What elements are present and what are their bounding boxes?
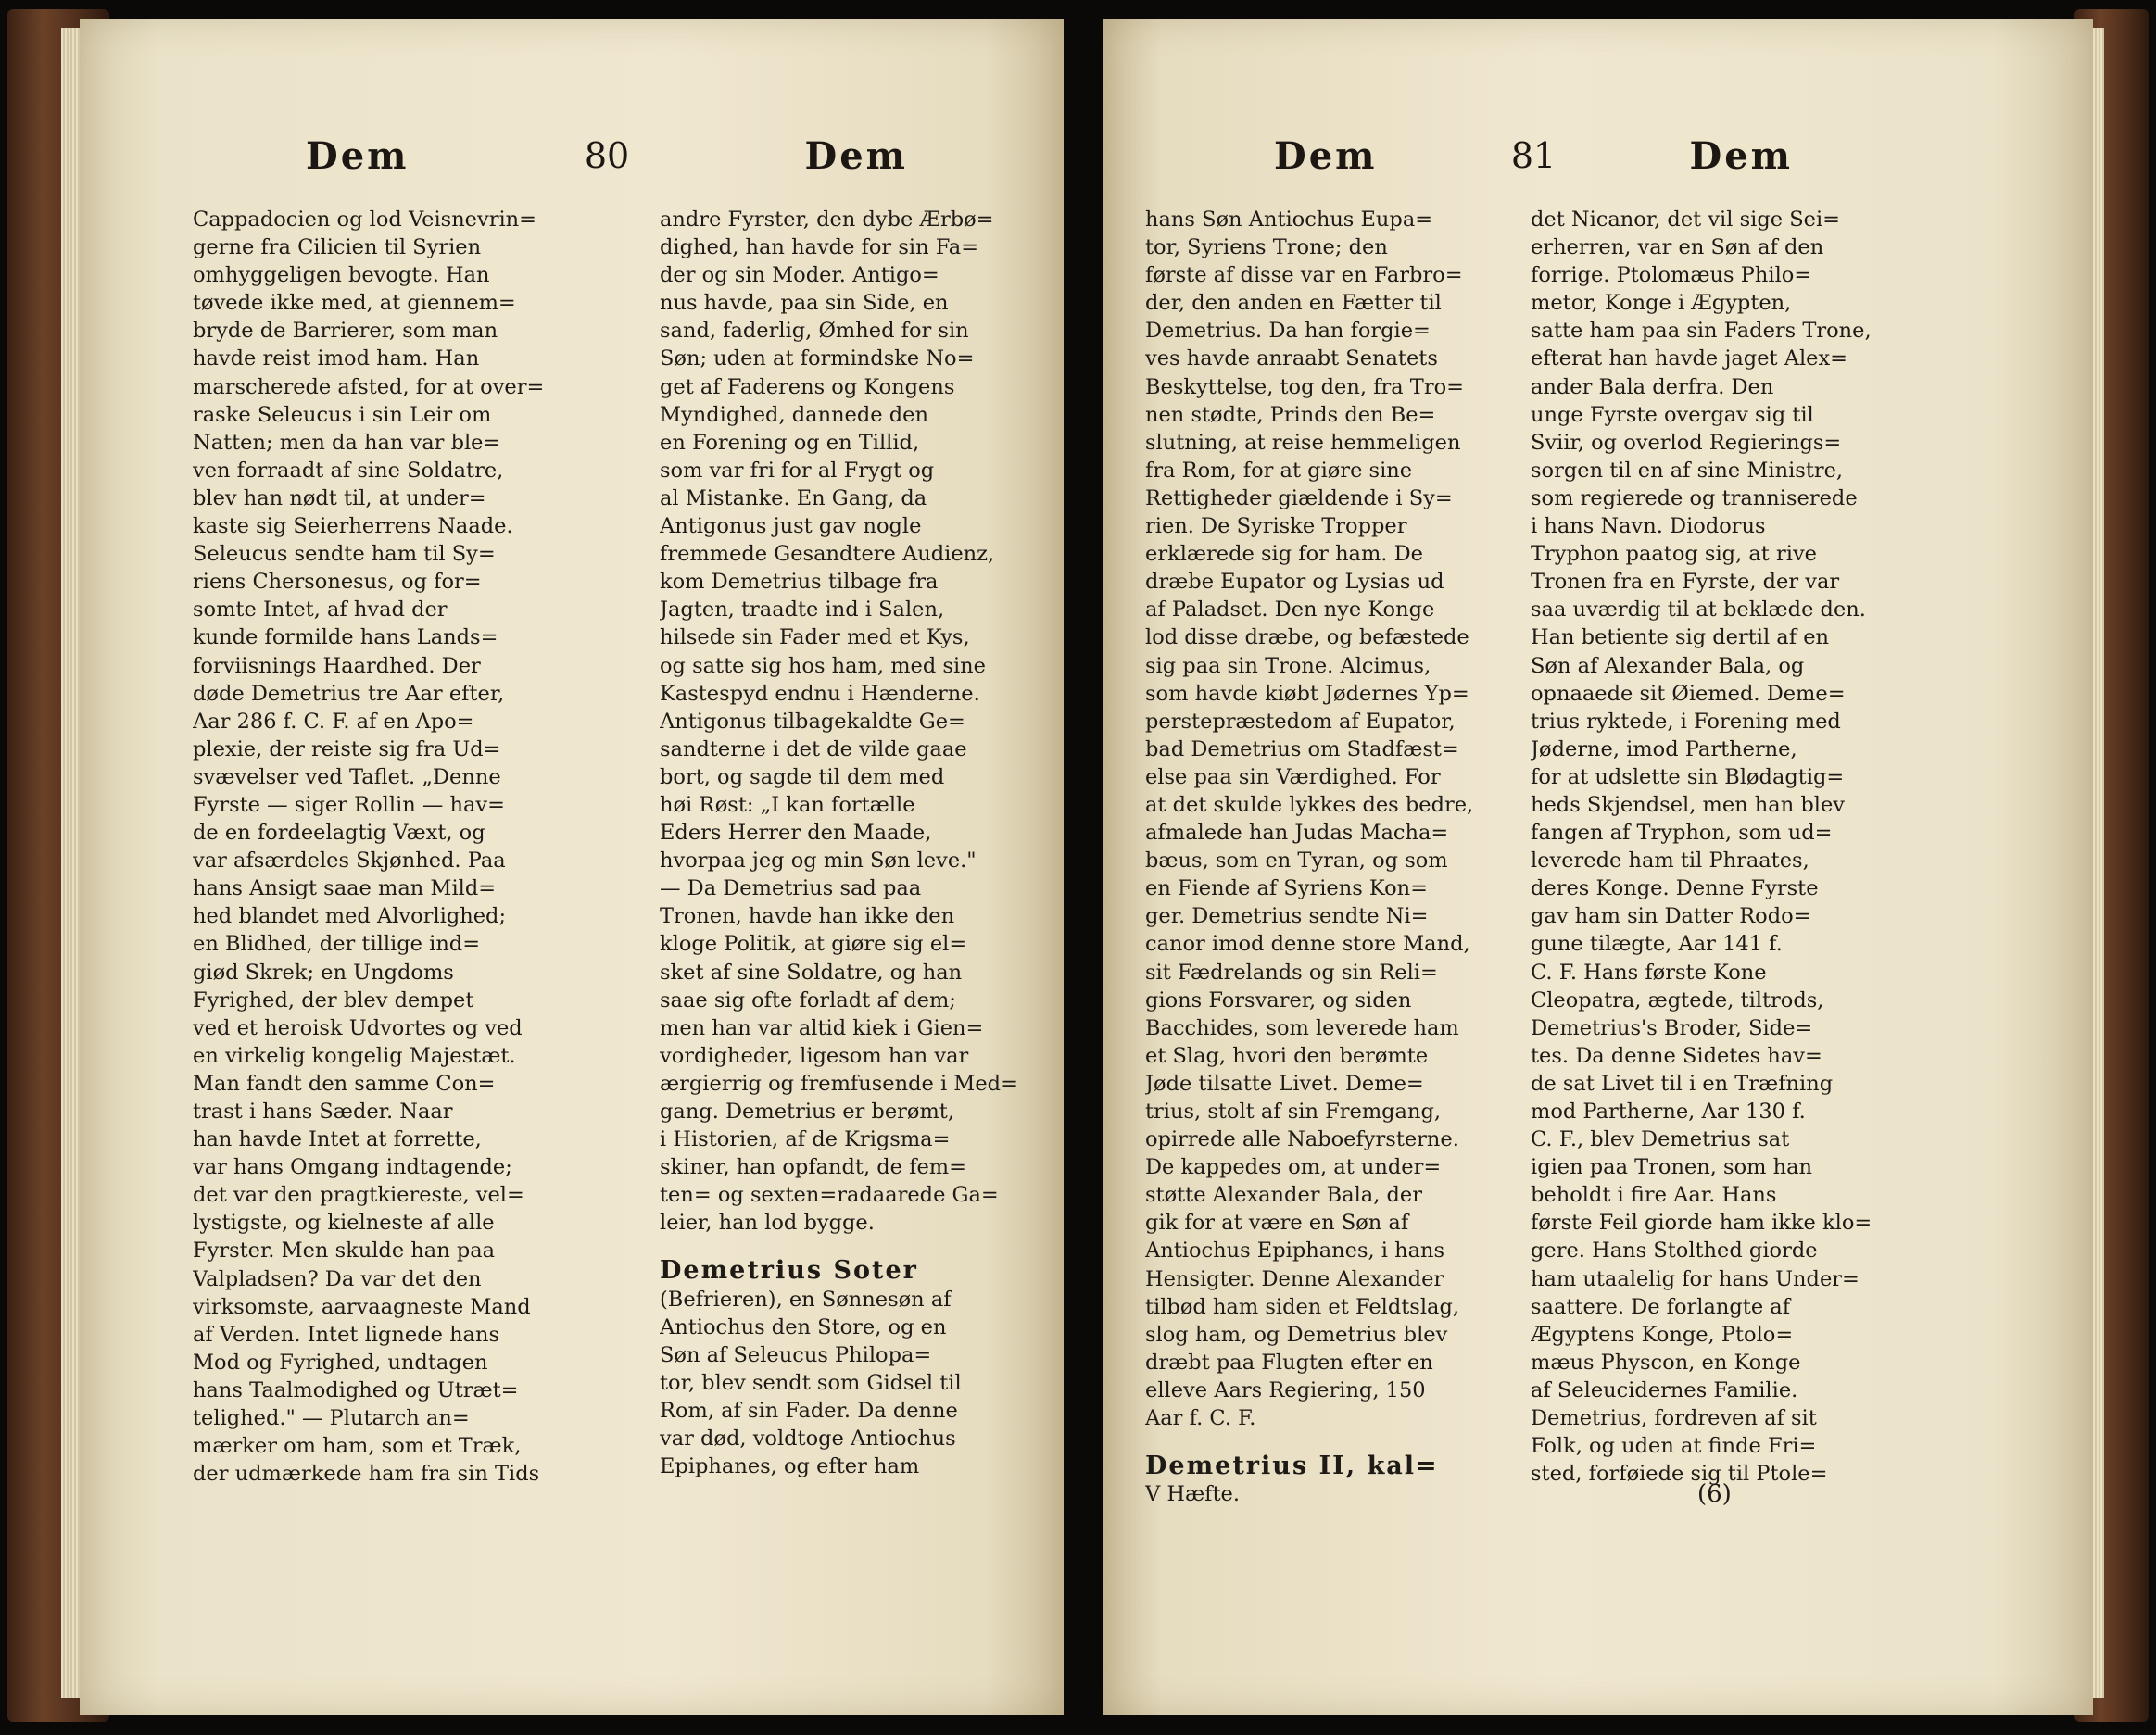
text-line: kunde formilde hans Lands=	[193, 625, 498, 650]
text-line: Beskyttelse, tog den, fra Tro=	[1145, 374, 1464, 399]
text-line: slutning, at reise hemmeligen	[1145, 430, 1461, 455]
text-line: forrige. Ptolomæus Philo=	[1531, 263, 1812, 288]
text-line: ves havde anraabt Senatets	[1145, 346, 1438, 371]
text-line: ander Bala derfra. Den	[1531, 374, 1774, 399]
text-line: else paa sin Værdighed. For	[1145, 764, 1441, 789]
text-line: sand, faderlig, Ømhed for sin	[660, 319, 969, 344]
text-line: Valpladsen? Da var det den	[193, 1266, 482, 1291]
text-line: Aar f. C. F.	[1145, 1406, 1256, 1431]
text-line: ved et heroisk Udvortes og ved	[193, 1015, 523, 1040]
text-line: sket af sine Soldatre, og han	[660, 960, 963, 985]
right-page-column-1	[1145, 206, 1507, 1508]
text-line: saattere. De forlangte af	[1531, 1294, 1791, 1319]
text-line: en Fiende af Syriens Kon=	[1145, 876, 1429, 901]
text-line: de en fordeelagtig Væxt, og	[193, 821, 485, 846]
text-line: hans Søn Antiochus Eupa=	[1145, 207, 1433, 232]
text-line: Antiochus Epiphanes, i hans	[1145, 1238, 1445, 1264]
text-line: sig paa sin Trone. Alcimus,	[1145, 653, 1431, 678]
text-line: marscherede afsted, for at over=	[193, 374, 545, 399]
text-line: bad Demetrius om Stadfæst=	[1145, 736, 1459, 761]
text-line: som havde kiøbt Jødernes Yp=	[1145, 681, 1469, 706]
text-line: Han betiente sig dertil af en	[1531, 625, 1830, 650]
text-line: satte ham paa sin Faders Trone,	[1531, 319, 1872, 344]
text-line: erherren, var en Søn af den	[1531, 235, 1824, 260]
text-line: nus havde, paa sin Side, en	[660, 291, 949, 316]
text-line: canor imod denne store Mand,	[1145, 932, 1470, 957]
text-line: dræbt paa Flugten efter en	[1145, 1350, 1433, 1375]
text-line: og satte sig hos ham, med sine	[660, 653, 986, 678]
text-line: det Nicanor, det vil sige Sei=	[1531, 207, 1840, 232]
text-line: erklærede sig for ham. De	[1145, 542, 1423, 567]
text-line: raske Seleucus i sin Leir om	[193, 402, 492, 427]
text-line: blev han nødt til, at under=	[193, 485, 486, 510]
text-line: kloge Politik, at giøre sig el=	[660, 932, 967, 957]
text-line: at det skulde lykkes des bedre,	[1145, 792, 1474, 817]
text-line: i Historien, af de Krigsma=	[660, 1127, 951, 1152]
text-line: Folk, og uden at finde Fri=	[1531, 1434, 1817, 1459]
text-line: lystigste, og kielneste af alle	[193, 1211, 495, 1236]
text-line: Eders Herrer den Maade,	[660, 821, 932, 846]
text-line: svævelser ved Taflet. „Denne	[193, 764, 501, 789]
headword-right: Dem	[1689, 133, 1793, 178]
text-line: C. F. Hans første Kone	[1531, 960, 1767, 985]
text-line: gik for at være en Søn af	[1145, 1211, 1409, 1236]
text-line: tor, blev sendt som Gidsel til	[660, 1370, 962, 1395]
text-line: lod disse dræbe, og befæstede	[1145, 625, 1469, 650]
text-line: — Da Demetrius sad paa	[660, 876, 922, 901]
text-line: Mod og Fyrighed, undtagen	[193, 1350, 488, 1375]
text-line: som var fri for al Frygt og	[660, 458, 935, 483]
text-line: trius, stolt af sin Fremgang,	[1145, 1100, 1442, 1124]
text-line: gerne fra Cilicien til Syrien	[193, 235, 482, 260]
text-line: ven forraadt af sine Soldatre,	[193, 458, 504, 483]
text-line: Jøde tilsatte Livet. Deme=	[1145, 1071, 1424, 1096]
text-line: Rom, af sin Fader. Da denne	[660, 1398, 958, 1423]
text-line: forviisnings Haardhed. Der	[193, 653, 481, 678]
text-line: Ægyptens Konge, Ptolo=	[1531, 1322, 1794, 1347]
text-line: mærker om ham, som et Træk,	[193, 1434, 522, 1459]
text-line: trius ryktede, i Forening med	[1531, 709, 1841, 734]
text-line: Cleopatra, ægtede, tiltrods,	[1531, 987, 1824, 1012]
text-line: første af disse var en Farbro=	[1145, 263, 1463, 288]
text-line: tor, Syriens Trone; den	[1145, 235, 1388, 260]
text-line: metor, Konge i Ægypten,	[1531, 291, 1792, 316]
text-line: De kappedes om, at under=	[1145, 1155, 1442, 1180]
text-line: der og sin Moder. Antigo=	[660, 263, 939, 288]
text-line: Antigonus tilbagekaldte Ge=	[660, 709, 965, 734]
text-line: Demetrius Soter	[660, 1257, 918, 1286]
text-line: var hans Omgang indtagende;	[193, 1155, 512, 1180]
text-line: tes. Da denne Sidetes hav=	[1531, 1043, 1822, 1068]
text-line	[1145, 1432, 1507, 1452]
text-line: Hensigter. Denne Alexander	[1145, 1266, 1444, 1291]
text-line: sted, forføiede sig til Ptole=	[1531, 1462, 1828, 1487]
headword-right: Dem	[804, 133, 908, 178]
text-line: var død, voldtoge Antiochus	[660, 1427, 956, 1452]
text-line: hilsede sin Fader med et Kys,	[660, 625, 970, 650]
text-line: opnaaede sit Øiemed. Deme=	[1531, 681, 1846, 706]
text-line: slog ham, og Demetrius blev	[1145, 1322, 1448, 1347]
text-line: V Hæfte.	[1145, 1482, 1241, 1507]
text-line: Tronen, havde han ikke den	[660, 904, 955, 929]
text-line: Jøderne, imod Partherne,	[1531, 736, 1797, 761]
text-line: hans Taalmodighed og Utræt=	[193, 1377, 519, 1402]
text-line: hed blandet med Alvorlighed;	[193, 904, 507, 929]
text-line: Tryphon paatog sig, at rive	[1531, 542, 1817, 567]
signature-mark: (6)	[1697, 1480, 1732, 1508]
text-line: giød Skrek; en Ungdoms	[193, 960, 454, 985]
text-line: perstepræstedom af Eupator,	[1145, 709, 1456, 734]
text-line: sit Fædrelands og sin Reli=	[1145, 960, 1438, 985]
text-line: gions Forsvarer, og siden	[1145, 987, 1412, 1012]
text-line: sorgen til en af sine Ministre,	[1531, 458, 1844, 483]
text-line: Demetrius II, kal=	[1145, 1452, 1439, 1481]
text-line: første Feil giorde ham ikke klo=	[1531, 1211, 1872, 1236]
text-line: hans Ansigt saae man Mild=	[193, 876, 497, 901]
text-line: mod Partherne, Aar 130 f.	[1531, 1100, 1806, 1124]
text-line: heds Skjendsel, men han blev	[1531, 792, 1845, 817]
text-line: tøvede ikke med, at giennem=	[193, 291, 516, 316]
text-line: men han var altid kiek i Gien=	[660, 1015, 984, 1040]
text-line: Aar 286 f. C. F. af en Apo=	[193, 709, 474, 734]
text-line: beholdt i fire Aar. Hans	[1531, 1183, 1777, 1208]
text-line: skiner, han opfandt, de fem=	[660, 1155, 966, 1180]
text-line: Søn af Seleucus Philopa=	[660, 1342, 932, 1367]
text-line: Cappadocien og lod Veisnevrin=	[193, 207, 537, 232]
text-line: Kastespyd endnu i Hænderne.	[660, 681, 980, 706]
text-line: en Blidhed, der tillige ind=	[193, 932, 481, 957]
text-line: en virkelig kongelig Majestæt.	[193, 1043, 516, 1068]
text-line: kom Demetrius tilbage fra	[660, 570, 939, 595]
text-line: Søn; uden at formindske No=	[660, 346, 975, 371]
page-number: 80	[584, 135, 630, 176]
text-line: høi Røst: „I kan fortælle	[660, 792, 915, 817]
text-line: en Forening og en Tillid,	[660, 430, 920, 455]
text-line: leier, han lod bygge.	[660, 1211, 875, 1236]
text-line: rien. De Syriske Tropper	[1145, 514, 1407, 539]
text-line: Seleucus sendte ham til Sy=	[193, 542, 496, 567]
text-line: saa uværdig til at beklæde den.	[1531, 597, 1866, 622]
text-line: Bacchides, som leverede ham	[1145, 1015, 1459, 1040]
text-line: C. F., blev Demetrius sat	[1531, 1127, 1790, 1152]
text-line: fra Rom, for at giøre sine	[1145, 458, 1413, 483]
text-line: andre Fyrster, den dybe Ærbø=	[660, 207, 994, 232]
text-line: støtte Alexander Bala, der	[1145, 1183, 1423, 1208]
text-line: Demetrius, fordreven af sit	[1531, 1406, 1817, 1431]
text-line: get af Faderens og Kongens	[660, 374, 955, 399]
text-line: der, den anden en Fætter til	[1145, 291, 1442, 316]
text-line: Antigonus just gav nogle	[660, 514, 922, 539]
text-line: igien paa Tronen, som han	[1531, 1155, 1813, 1180]
text-line: Myndighed, dannede den	[660, 402, 928, 427]
text-line: elleve Aars Regiering, 150	[1145, 1377, 1426, 1402]
text-line: Fyrighed, der blev dempet	[193, 987, 474, 1012]
text-line: i hans Navn. Diodorus	[1531, 514, 1766, 539]
left-page-column-1	[193, 206, 639, 1488]
text-line: Fyrste — siger Rollin — hav=	[193, 792, 505, 817]
text-line: gav ham sin Datter Rodo=	[1531, 904, 1811, 929]
text-line: ten= og sexten=radaarede Ga=	[660, 1183, 999, 1208]
headword-left: Dem	[1274, 133, 1378, 178]
text-line: et Slag, hvori den berømte	[1145, 1043, 1429, 1068]
right-page-column-2	[1531, 206, 1901, 1488]
text-line: var afsærdeles Skjønhed. Paa	[193, 849, 506, 874]
text-line: leverede ham til Phraates,	[1531, 849, 1809, 874]
text-line: (Befrieren), en Sønnesøn af	[660, 1287, 952, 1312]
text-line: Epiphanes, og efter ham	[660, 1454, 920, 1479]
text-line: havde reist imod ham. Han	[193, 346, 480, 371]
text-line	[660, 1237, 1021, 1257]
text-line: trast i hans Sæder. Naar	[193, 1100, 453, 1124]
left-running-head	[306, 128, 908, 183]
text-line: unge Fyrste overgav sig til	[1531, 402, 1814, 427]
text-line: som regierede og tranniserede	[1531, 485, 1858, 510]
text-line: gere. Hans Stolthed giorde	[1531, 1238, 1818, 1264]
text-line: kaste sig Seierherrens Naade.	[193, 514, 513, 539]
text-line: vordigheder, ligesom han var	[660, 1043, 969, 1068]
left-page-column-2	[660, 206, 1021, 1480]
text-line: ger. Demetrius sendte Ni=	[1145, 904, 1429, 929]
text-line: der udmærkede ham fra sin Tids	[193, 1462, 540, 1487]
text-line: Demetrius. Da han forgie=	[1145, 319, 1431, 344]
text-line: han havde Intet at forrette,	[193, 1127, 482, 1152]
text-line: nen stødte, Prinds den Be=	[1145, 402, 1436, 427]
text-line: riens Chersonesus, og for=	[193, 570, 482, 595]
text-line: saae sig ofte forladt af dem;	[660, 987, 956, 1012]
text-line: Tronen fra en Fyrste, der var	[1531, 570, 1840, 595]
right-running-head	[1274, 128, 1793, 183]
text-line: afmalede han Judas Macha=	[1145, 821, 1449, 846]
text-line: bort, og sagde til dem med	[660, 764, 945, 789]
text-line: de sat Livet til i en Træfning	[1531, 1071, 1834, 1096]
text-line: bryde de Barrierer, som man	[193, 319, 498, 344]
text-line: omhyggeligen bevogte. Han	[193, 263, 490, 288]
text-line: for at udslette sin Blødagtig=	[1531, 764, 1845, 789]
text-line: sandterne i det de vilde gaae	[660, 736, 967, 761]
text-line: dræbe Eupator og Lysias ud	[1145, 570, 1444, 595]
text-line: fremmede Gesandtere Audienz,	[660, 542, 995, 567]
text-line: Jagten, traadte ind i Salen,	[660, 597, 945, 622]
text-line: hvorpaa jeg og min Søn leve."	[660, 849, 977, 874]
text-line: opirrede alle Naboefyrsterne.	[1145, 1127, 1459, 1152]
text-line: det var den pragtkiereste, vel=	[193, 1183, 524, 1208]
text-line: tilbød ham siden et Feldtslag,	[1145, 1294, 1459, 1319]
text-line: al Mistanke. En Gang, da	[660, 485, 927, 510]
text-line: døde Demetrius tre Aar efter,	[193, 681, 505, 706]
text-line: dighed, han havde for sin Fa=	[660, 235, 979, 260]
headword-left: Dem	[306, 133, 410, 178]
text-line: fangen af Tryphon, som ud=	[1531, 821, 1833, 846]
text-line: Rettigheder giældende i Sy=	[1145, 485, 1453, 510]
text-line: af Paladset. Den nye Konge	[1145, 597, 1435, 622]
text-line: Natten; men da han var ble=	[193, 430, 501, 455]
text-line: Fyrster. Men skulde han paa	[193, 1238, 496, 1264]
text-line: ham utaalelig for hans Under=	[1531, 1266, 1860, 1291]
text-line: af Verden. Intet lignede hans	[193, 1322, 500, 1347]
text-line: somte Intet, af hvad der	[193, 597, 448, 622]
text-line: gang. Demetrius er berømt,	[660, 1100, 954, 1124]
text-line: telighed." — Plutarch an=	[193, 1406, 470, 1431]
text-line: plexie, der reiste sig fra Ud=	[193, 736, 501, 761]
text-line: Demetrius's Broder, Side=	[1531, 1015, 1813, 1040]
text-line: Man fandt den samme Con=	[193, 1071, 496, 1096]
text-line: virksomste, aarvaagneste Mand	[193, 1294, 531, 1319]
text-line: gune tilægte, Aar 141 f.	[1531, 932, 1783, 957]
text-line: Sviir, og overlod Regierings=	[1531, 430, 1842, 455]
text-line: af Seleucidernes Familie.	[1531, 1377, 1798, 1402]
text-line: Søn af Alexander Bala, og	[1531, 653, 1805, 678]
text-line: ærgierrig og fremfusende i Med=	[660, 1071, 1018, 1096]
text-line: bæus, som en Tyran, og som	[1145, 849, 1448, 874]
text-line: mæus Physcon, en Konge	[1531, 1350, 1801, 1375]
text-line: deres Konge. Denne Fyrste	[1531, 876, 1819, 901]
page-number: 81	[1510, 135, 1557, 176]
text-line: Antiochus den Store, og en	[660, 1314, 947, 1339]
text-line: efterat han havde jaget Alex=	[1531, 346, 1848, 371]
